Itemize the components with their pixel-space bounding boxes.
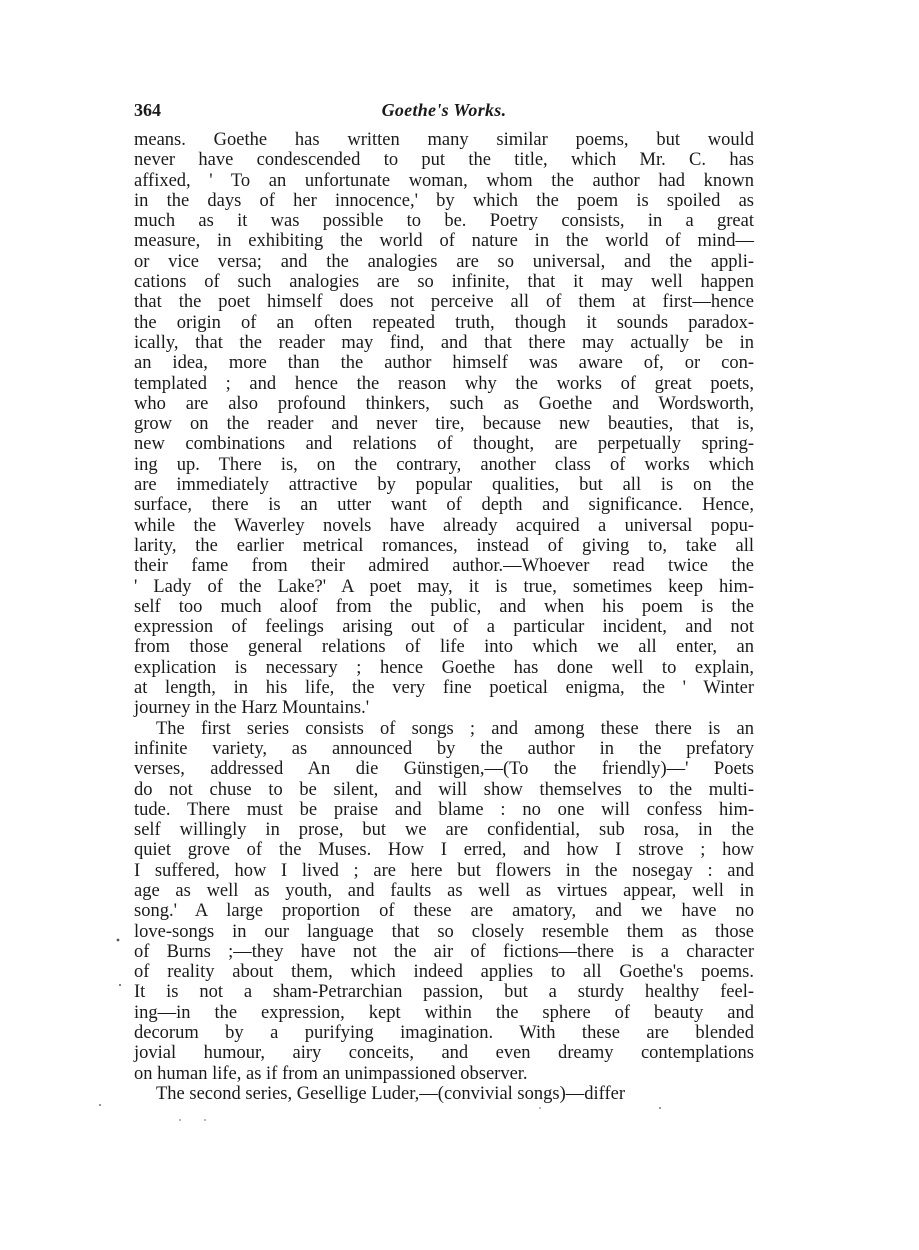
text-line: tude. There must be praise and blame : no one will confess him-: [134, 799, 754, 820]
text-line: quiet grove of the Muses. How I erred, and how I strove ; how: [134, 840, 754, 861]
text-line: an idea, more than the author himself was aware of, or con-: [134, 353, 754, 374]
page-number: 364: [134, 100, 161, 120]
text-line: decorum by a purifying imagination. With these are blended: [134, 1023, 754, 1044]
text-line: from those general relations of life into which we all enter, an: [134, 637, 754, 658]
text-line: grow on the reader and never tire, because new beauties, that is,: [134, 414, 754, 435]
text-line: infinite variety, as announced by the author in the prefatory: [134, 738, 754, 759]
text-line: cations of such analogies are so infinite, that it may well happen: [134, 272, 754, 293]
text-line: that the poet himself does not perceive all of them at first—hence: [134, 292, 754, 313]
text-line: much as it was possible to be. Poetry consists, in a great: [134, 211, 754, 232]
text-line: The second series, Gesellige Luder,—(convivial songs)—differ: [156, 1083, 625, 1104]
text-line: while the Waverley novels have already acquired a universal popu-: [134, 515, 754, 536]
ink-speck: [179, 1119, 181, 1121]
ink-speck: [204, 1119, 206, 1121]
running-head: Goethe's Works.: [381, 100, 507, 120]
text-line: their fame from their admired author.—Whoever read twice the: [134, 556, 754, 577]
text-line: I suffered, how I lived ; are here but flowers in the nosegay : and: [134, 860, 754, 881]
text-line: on human life, as if from an unimpassioned observer.: [134, 1063, 528, 1084]
text-line: ically, that the reader may find, and that there may actually be in: [134, 332, 754, 353]
text-line: larity, the earlier metrical romances, instead of giving to, take all: [134, 535, 754, 556]
text-line: measure, in exhibiting the world of nature in the world of mind—: [134, 231, 754, 252]
ink-speck: [119, 984, 121, 986]
text-line: ing up. There is, on the contrary, another class of works which: [134, 454, 754, 475]
text-line: jovial humour, airy conceits, and even dreamy contemplations: [134, 1043, 754, 1064]
text-line: verses, addressed An die Günstigen,—(To the friendly)—' Poets: [134, 759, 754, 780]
text-line: means. Goethe has written many similar poems, but would: [134, 130, 754, 150]
text-line: who are also profound thinkers, such as Goethe and Wordsworth,: [134, 393, 754, 414]
paragraph: [134, 1084, 754, 1104]
text-line: expression of feelings arising out of a particular incident, and not: [134, 617, 754, 638]
text-line: do not chuse to be silent, and will show themselves to the multi-: [134, 779, 754, 800]
text-line: at length, in his life, the very fine poetical enigma, the ' Winter: [134, 678, 754, 699]
text-line: love-songs in our language that so closely resemble them as those: [134, 921, 754, 942]
text-line: of reality about them, which indeed applies to all Goethe's poems.: [134, 962, 754, 983]
paragraph: [134, 719, 754, 1084]
text-line: self willingly in prose, but we are confidential, sub rosa, in the: [134, 820, 754, 841]
ink-speck: [99, 1104, 101, 1106]
text-line: explication is necessary ; hence Goethe has done well to explain,: [134, 657, 754, 678]
text-line: surface, there is an utter want of depth and significance. Hence,: [134, 495, 754, 516]
body-text: [134, 130, 754, 1104]
paragraph: [134, 130, 754, 719]
text-line: The first series consists of songs ; and among these there is an: [156, 718, 754, 739]
text-line: or vice versa; and the analogies are so universal, and the appli-: [134, 251, 754, 272]
ink-speck: [539, 1107, 541, 1109]
text-line: the origin of an often repeated truth, though it sounds paradox-: [134, 312, 754, 333]
ink-speck: [659, 1107, 661, 1109]
text-line: new combinations and relations of thought, are perpetually spring-: [134, 434, 754, 455]
text-line: affixed, ' To an unfortunate woman, whom the author had known: [134, 170, 754, 191]
page-header: [134, 100, 754, 124]
text-line: It is not a sham-Petrarchian passion, but a sturdy healthy feel-: [134, 982, 754, 1003]
ink-speck: [117, 939, 120, 942]
text-line: templated ; and hence the reason why the works of great poets,: [134, 373, 754, 394]
text-line: never have condescended to put the title, which Mr. C. has: [134, 150, 754, 171]
text-line: self too much aloof from the public, and when his poem is the: [134, 596, 754, 617]
text-line: age as well as youth, and faults as well as virtues appear, well in: [134, 880, 754, 901]
text-line: in the days of her innocence,' by which the poem is spoiled as: [134, 190, 754, 211]
text-line: ' Lady of the Lake?' A poet may, it is true, sometimes keep him-: [134, 576, 754, 597]
text-line: of Burns ;—they have not the air of fictions—there is a character: [134, 941, 754, 962]
text-line: song.' A large proportion of these are amatory, and we have no: [134, 901, 754, 922]
text-line: journey in the Harz Mountains.': [134, 698, 370, 719]
text-line: ing—in the expression, kept within the sphere of beauty and: [134, 1002, 754, 1023]
text-line: are immediately attractive by popular qualities, but all is on the: [134, 475, 754, 496]
